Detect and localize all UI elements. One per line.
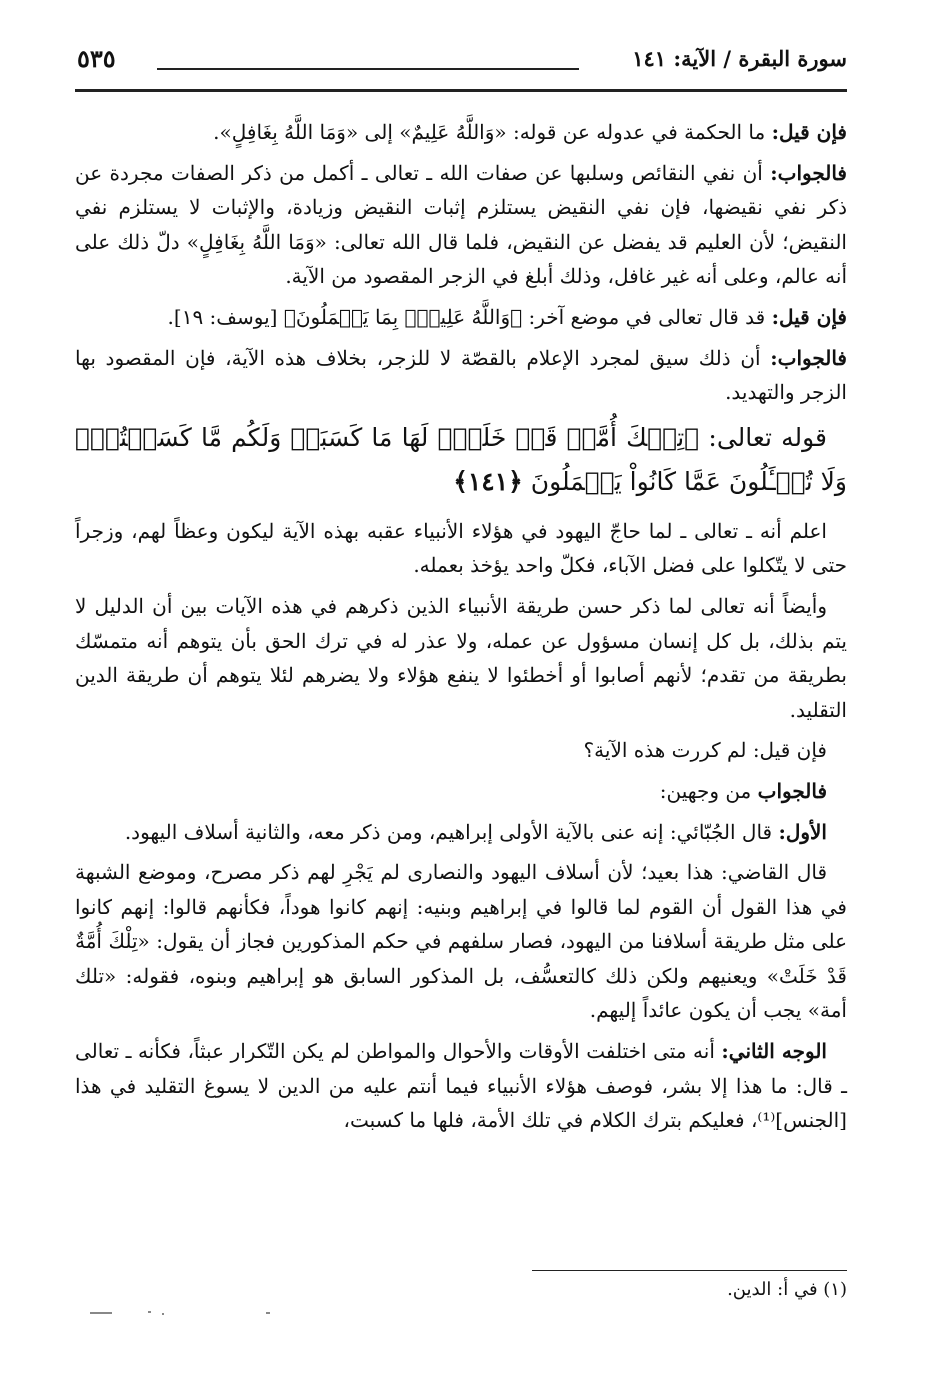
paragraph-label: فإن قيل: bbox=[771, 120, 847, 144]
paragraph-q1 bbox=[75, 115, 847, 150]
paragraph-text: أن ذلك سيق لمجرد الإعلام بالقصّة لا للزجر، بخلاف هذه الآية، فإن المقصود بها الزجر والتهديد. bbox=[75, 345, 847, 405]
paragraph-text: ما الحكمة في عدوله عن قوله: «وَاللَّهُ عَلِيمٌ» إلى «وَمَا اللَّهُ بِغَافِلٍ». bbox=[213, 120, 772, 144]
paragraph-label: الأول: bbox=[778, 819, 827, 844]
verse-intro: قوله تعالى: bbox=[699, 422, 828, 452]
paragraph-text: قال القاضي: هذا بعيد؛ لأن أسلاف اليهود والنصارى لم يَجْرِ لهم ذكر مصرح، وموضع الشبهة في هذا القول أن القوم لما قالوا في إبراهيم وبنيه: إنهم كانوا هوداً، فكأنهم قالوا: إنهم كانوا على مثل طريقة أسلافنا من اليهود، فصار سلفهم في حكم المذكورين فجاز أن يقول: «تِلْكَ أُمَّةٌ قَدْ خَلَتْ» ويعنيهم ولكن ذلك كالتعسُّف، بل المذكور السابق هو إبراهيم وبنوه، فقوله: «تلك أمة» يجب أن يكون عائداً إليهم. bbox=[75, 860, 847, 1023]
paragraph-6 bbox=[75, 855, 847, 1028]
footnote-rule bbox=[532, 1270, 847, 1271]
verse-number: ﴿١٤١﴾ bbox=[453, 466, 523, 496]
paragraph-text: وأيضاً أنه تعالى لما ذكر حسن طريقة الأنبياء الذين ذكرهم في هذه الآيات بين أن الدليل لا يتم بذلك، بل كل إنسان مسؤول عن عمله، ولا عذر له في ترك الحق بأن يتوهم أنه متمسّك بطريقة من تقدم؛ لأنهم أصابوا أو أخطئوا لا ينفع هؤلاء ولا يضرهم لئلا يتوهم أن طريقة الدين التقليد. bbox=[75, 593, 847, 722]
paragraph-label: فإن قيل: bbox=[771, 304, 847, 329]
paragraph-text: قد قال تعالى في موضع آخر: ﴿وَاللَّهُ عَلِيمٌۢ بِمَا يَعۡمَلُونَ﴾ [يوسف: ١٩]. bbox=[167, 304, 772, 329]
paragraph-label: فالجواب bbox=[757, 778, 827, 803]
paragraph-text: من وجهين: bbox=[659, 778, 758, 803]
paragraph-2 bbox=[75, 589, 847, 727]
scan-specks bbox=[90, 1309, 290, 1317]
paragraph-label: فالجواب: bbox=[770, 160, 847, 185]
paragraph-3 bbox=[75, 733, 847, 768]
running-header bbox=[75, 44, 847, 80]
paragraph-5 bbox=[75, 815, 847, 850]
paragraph-text: قال الجُبّائي: إنه عنى بالآية الأولى إبراهيم، ومن ذكر معه، والثانية أسلاف اليهود. bbox=[124, 819, 779, 844]
quran-verse bbox=[75, 416, 847, 504]
paragraph-q2 bbox=[75, 300, 847, 335]
header-title: سورة البقرة / الآية: ١٤١ bbox=[632, 46, 847, 71]
paragraph-a2 bbox=[75, 341, 847, 410]
paragraph-text: اعلم أنه ـ تعالى ـ لما حاجّ اليهود في هؤلاء الأنبياء عقبه بهذه الآية ليكون وعظاً لهم، وزجراً حتى لا يتّكلوا على فضل الآباء، فكلّ واحد يؤخذ بعمله. bbox=[75, 518, 847, 578]
paragraph-text: فإن قيل: لم كررت هذه الآية؟ bbox=[583, 738, 827, 763]
paragraph-text: أنه متى اختلفت الأوقات والأحوال والمواطن لم يكن التّكرار عبثاً، فكأنه ـ تعالى ـ قال: ما هذا إلا بشر، فوصف هؤلاء الأنبياء فيما أنتم عليه من الدين لا يسوغ التقليد في هذا [الجنس]⁽¹⁾، فعليكم بترك الكلام في تلك الأمة، فلها ما كسبت، bbox=[75, 1039, 847, 1133]
verse-text: ﴿تِلۡكَ أُمَّةٞ قَدۡ خَلَتۡۖ لَهَا مَا كَسَبَتۡ وَلَكُم مَّا كَسَبۡتُمۡۖ وَلَا تُسۡـَٔلُونَ عَمَّا كَانُواْ يَعۡمَلُونَ bbox=[75, 422, 847, 496]
page-body bbox=[75, 115, 847, 1144]
paragraph-label: فالجواب: bbox=[770, 345, 847, 370]
paragraph-4 bbox=[75, 774, 847, 809]
header-rule bbox=[75, 89, 847, 92]
paragraph-1 bbox=[75, 514, 847, 583]
footnote: (١) في أ: الدين. bbox=[727, 1279, 847, 1300]
paragraph-a1 bbox=[75, 156, 847, 294]
paragraph-label: الوجه الثاني: bbox=[721, 1039, 827, 1064]
paragraph-text: أن نفي النقائص وسلبها عن صفات الله ـ تعالى ـ أكمل من ذكر الصفات مجردة عن ذكر نفي نقيضها، فإن نفي النقيض يستلزم إثبات النقيض وزيادة، والإثبات لا يستلزم نفي النقيض؛ لأن العليم قد يفضل عن النقيض، فلما قال الله تعالى: «وَمَا اللَّهُ بِغَافِلٍ» دلّ ذلك على أنه عالم، وعلى أنه غير غافل، وذلك أبلغ في الزجر المقصود من الآية. bbox=[75, 160, 847, 289]
paragraph-7 bbox=[75, 1034, 847, 1138]
header-line bbox=[157, 68, 579, 70]
page-number: ٥٣٥ bbox=[77, 44, 116, 73]
